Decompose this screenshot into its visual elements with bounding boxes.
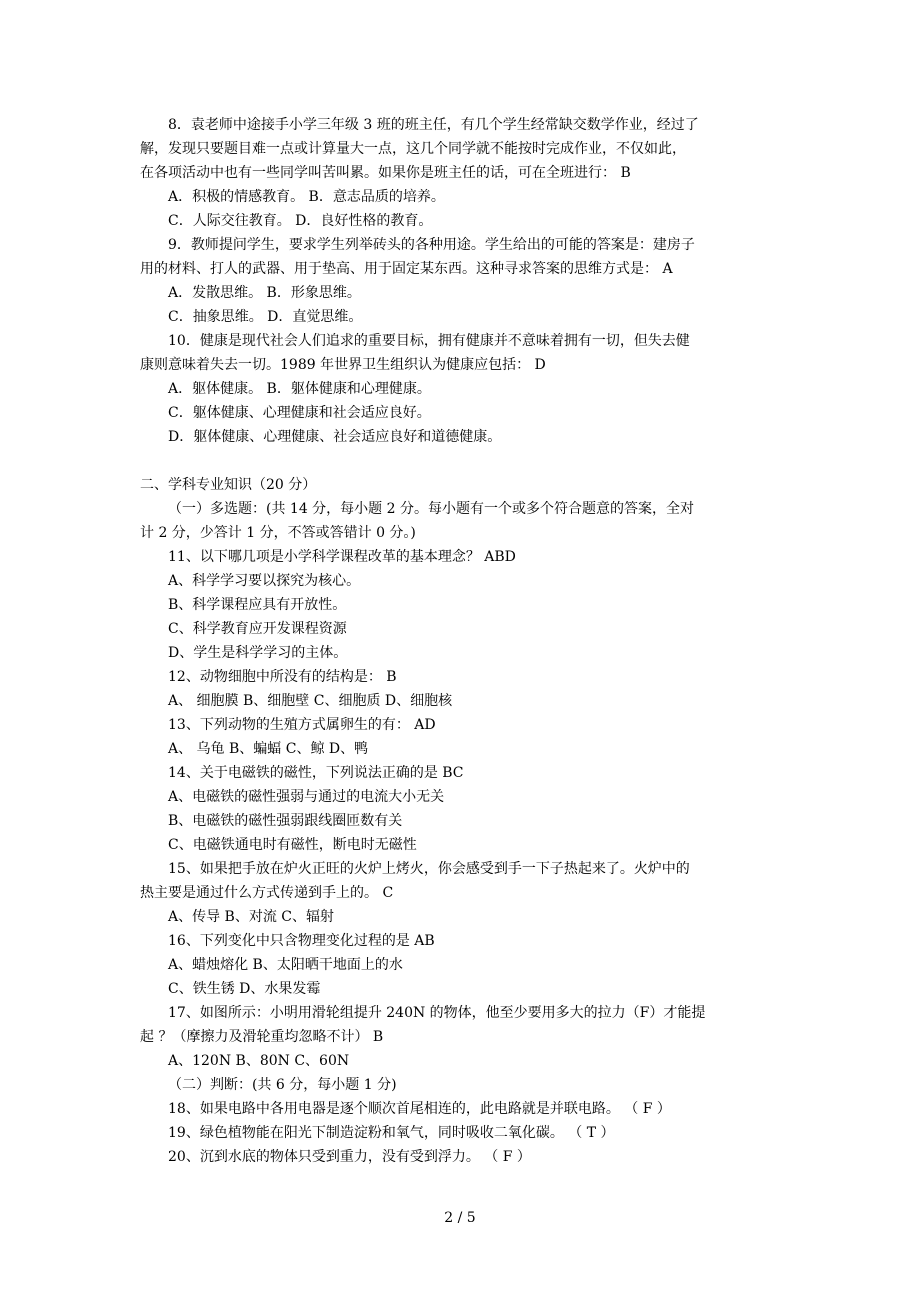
q8-line-2: 解，发现只要题目难一点或计算量大一点，这几个同学就不能按时完成作业，不仅如此， <box>140 141 686 157</box>
q16-options-ab: A、蜡烛熔化 B、太阳晒干地面上的水 <box>168 957 403 973</box>
section-gap <box>140 449 780 473</box>
q8-line-1: 8．袁老师中途接手小学三年级 3 班的班主任，有几个学生经常缺交数学作业，经过了 <box>168 117 699 133</box>
q15-options: A、传导 B、对流 C、辐射 <box>168 909 335 925</box>
q17-line-2: 起 ？（摩擦力及滑轮重均忽略不计） B <box>140 1029 384 1045</box>
q9-line-1: 9．教师提问学生，要求学生列举砖头的各种用途。学生给出的可能的答案是：建房子 <box>168 237 695 253</box>
q15-line-2: 热主要是通过什么方式传递到手上的。 C <box>140 885 394 901</box>
q12-options: A、 细胞膜 B、细胞壁 C、细胞质 D、细胞核 <box>168 693 453 709</box>
q10-option-c: C．躯体健康、心理健康和社会适应良好。 <box>168 405 431 421</box>
q16-question: 16、下列变化中只含物理变化过程的是 AB <box>168 933 435 949</box>
q10-line-1: 10．健康是现代社会人们追求的重要目标，拥有健康并不意味着拥有一切，但失去健 <box>168 333 690 349</box>
q9-line-2: 用的材料、打人的武器、用于垫高、用于固定某东西。这种寻求答案的思维方式是： A <box>140 261 673 277</box>
q14-option-b: B、电磁铁的磁性强弱跟线圈匝数有关 <box>168 813 403 829</box>
q9-options-ab: A．发散思维。 B．形象思维。 <box>168 285 361 301</box>
q18-statement: 18、如果电路中各用电器是逐个顺次首尾相连的，此电路就是并联电路。 （ F ） <box>168 1101 671 1117</box>
q10-line-2: 康则意味着失去一切。1989 年世界卫生组织认为健康应包括： D <box>140 357 546 373</box>
q17-options: A、120N B、80N C、60N <box>168 1053 350 1069</box>
page-number: 2 / 5 <box>444 1210 476 1226</box>
q14-option-a: A、电磁铁的磁性强弱与通过的电流大小无关 <box>168 789 445 805</box>
q11-option-a: A、科学学习要以探究为核心。 <box>168 573 361 589</box>
q14-option-c: C、电磁铁通电时有磁性，断电时无磁性 <box>168 837 417 853</box>
q9-options-cd: C．抽象思维。 D．直觉思维。 <box>168 309 363 325</box>
q20-statement: 20、沉到水底的物体只受到重力，没有受到浮力。 （ F ） <box>168 1149 531 1165</box>
q10-options-ab: A．躯体健康。 B．躯体健康和心理健康。 <box>168 381 431 397</box>
part1-instructions-2: 计 2 分，少答计 1 分，不答或答错计 0 分。) <box>140 525 416 541</box>
q8-line-3: 在各项活动中也有一些同学叫苦叫累。如果你是班主任的话，可在全班进行： B <box>140 165 631 181</box>
q8-options-ab: A．积极的情感教育。 B．意志品质的培养。 <box>168 189 445 205</box>
q11-question: 11、以下哪几项是小学科学课程改革的基本理念？ ABD <box>168 549 516 565</box>
q11-option-c: C、科学教育应开发课程资源 <box>168 621 347 637</box>
q16-options-cd: C、铁生锈 D、水果发霉 <box>168 981 321 997</box>
section-heading: 二、学科专业知识（20 分） <box>140 477 317 493</box>
q10-option-d: D．躯体健康、心理健康、社会适应良好和道德健康。 <box>168 429 502 445</box>
q11-option-d: D、学生是科学学习的主体。 <box>168 645 348 661</box>
q13-question: 13、下列动物的生殖方式属卵生的有： AD <box>168 717 436 733</box>
q19-statement: 19、绿色植物能在阳光下制造淀粉和氧气，同时吸收二氧化碳。 （ T ） <box>168 1125 615 1141</box>
q12-question: 12、动物细胞中所没有的结构是： B <box>168 669 397 685</box>
document-body <box>140 113 780 1169</box>
part1-instructions-1: （一）多选题：(共 14 分，每小题 2 分。每小题有一个或多个符合题意的答案，全对 <box>168 501 694 517</box>
q14-question: 14、关于电磁铁的磁性，下列说法正确的是 BC <box>168 765 464 781</box>
q8-options-cd: C．人际交往教育。 D．良好性格的教育。 <box>168 213 433 229</box>
part2-heading: （二）判断：(共 6 分，每小题 1 分) <box>168 1077 397 1093</box>
q17-line-1: 17、如图所示：小明用滑轮组提升 240N 的物体，他至少要用多大的拉力（F）才能提 <box>168 1005 706 1021</box>
q11-option-b: B、科学课程应具有开放性。 <box>168 597 347 613</box>
q13-options: A、 乌龟 B、蝙蝠 C、鲸 D、鸭 <box>168 741 369 757</box>
q15-line-1: 15、如果把手放在炉火正旺的火炉上烤火，你会感受到手一下子热起来了。火炉中的 <box>168 861 690 877</box>
